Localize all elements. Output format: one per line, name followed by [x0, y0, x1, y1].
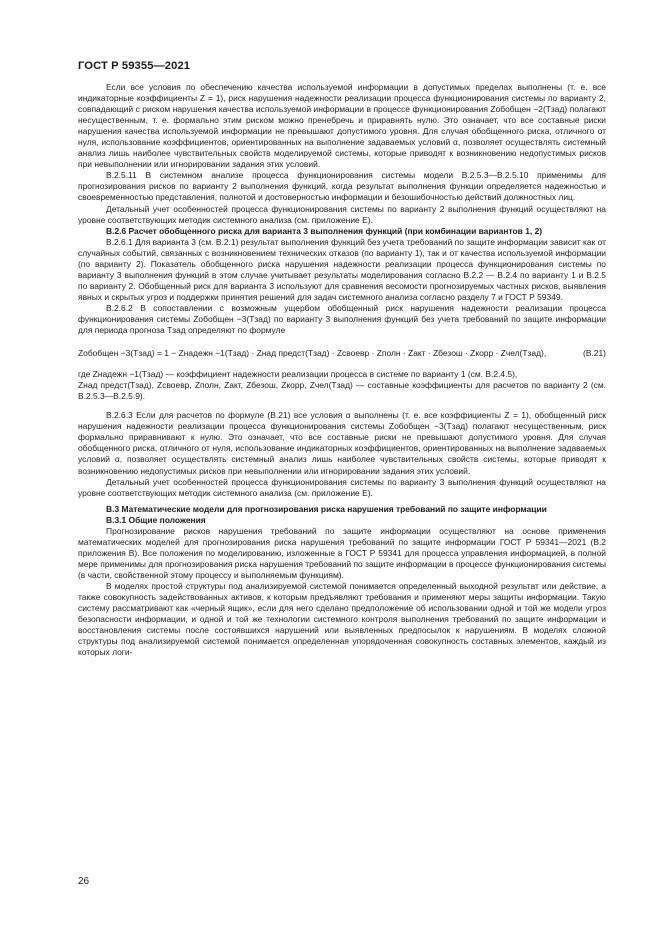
document-body — [78, 82, 606, 658]
paragraph-b263: В.2.6.3 Если для расчетов по формуле (В.21) все условия α выполнены (т. е. все коэффициенты Z = 1), обобщенный риск нарушения надежности реализации процесса функционирования системы Zобобщен −3(Tзад) полагают несущественным, риск формально приравнивают к нулю. Это означает, что все составные риски не превышают допустимого уровня. Для случая обобщенного риска, отличного от нуля, использование индикаторных коэффициентов, ориентированных на выполнение задаваемых условий α, позволяет осуществлять системный анализ лишь наиболее чувствительных свойств системы, которые приводят к возникновению недопустимых рисков при невыполнении или игнорировании задания этих условий. — [78, 410, 606, 476]
formula-number: (В.21) — [583, 348, 606, 359]
page-number: 26 — [78, 876, 90, 887]
paragraph-quality-conditions: Если все условия по обеспечению качества используемой информации в допустимых пределах выполнены (т. е. все индикаторные коэффициенты Z = 1), риск нарушения надежности реализации процесса функционирования системы по варианту 2, совпадающий с риском нарушения качества используемой информации в процессе функционирования Zобобщен −2(Tзад) полагают несущественным, т. е. формально этим риском можно пренебречь и приравнять нулю. Это означает, что все составные риски нарушения качества используемой информации не превышают допустимого уровня. Для случая обобщенного риска, отличного от нуля, использование коэффициентов, ориентированных на выполнение задаваемых условий α, позволяет осуществлять системный анализ лишь наиболее чувствительных свойств моделируемой системы, которые приводят к возникновению недопустимых рисков при невыполнении или игнорировании задания этих условий. — [78, 82, 606, 170]
section-heading-b3: В.3 Математические модели для прогнозирования риска нарушения требований по защите информации — [106, 503, 547, 514]
paragraph-simple-structure-models: В моделях простой структуры под анализируемой системой понимается определенный выходной результат или действие, а также совокупность задействованных активов, к которым предъявляют требования и применяют меры защиты информации. Такую систему рассматривают как «черный ящик», если для него сделано предположение об использовании одной и той же модели угроз безопасности информации, и одной и той же технологии системного контроля выполнения требований по защите информации и восстановления системы после состоявшихся нарушений или выявленных предпосылок к нарушениям. В моделях сложной структуры под анализируемой системой понимается определенная упорядоченная совокупность составных элементов, каждый из которых логи- — [78, 580, 606, 658]
formula-expression: Zобобщен −3(Tзад) = 1 − Zнадежн −1(Tзад) · Zнад предст(Tзад) · Zсвоевр · Zполн · Zакт · Zбезош · Zкорр · Zчел(Tзад), — [78, 348, 547, 359]
paragraph-variant3-details: Детальный учет особенностей процесса функционирования системы по варианту 3 выполнения функций осуществляют на уровне соответствующих методик системного анализа (см. приложение Е). — [78, 476, 606, 498]
section-heading-b26: В.2.6 Расчет обобщенного риска для варианта 3 выполнения функций (при комбинации вариантов 1, 2) — [106, 225, 543, 236]
paragraph-forecasting: Прогнозирование рисков нарушения требований по защите информации осуществляют на основе применения математических моделей для прогнозирования риска нарушения требований по защите информации ГОСТ Р 59341—2021 (В.2 приложения В). Все положения по моделированию, изложенные в ГОСТ Р 59341 для процесса управления информацией, в полной мере применимы для прогнозирования риска нарушения требований по защите информации в процессе функционирования системы (в части, свойственной этому процессу и выполняемым функциям). — [78, 525, 606, 580]
paragraph-b2511: В.2.5.11 В системном анализе процесса функционирования системы модели В.2.5.3—В.2.5.10 применимы для прогнозирования рисков по варианту 2 выполнения функций, когда результат выполнения функции определяется надежностью и своевременностью представления, полнотой и достоверностью информации и безошибочностью действий должностных лиц. — [78, 170, 606, 203]
paragraph-where-reliability: где Zнадежн −1(Tзад) — коэффициент надежности реализации процесса в системе по варианту 1 (см. В.2.4.5), — [78, 369, 518, 380]
paragraph-b262: В.2.6.2 В сопоставлении с возможным ущербом обобщенный риск нарушения надежности реализации процесса функционирования системы Zобобщен −3(Tзад) по варианту 3 выполнения функций без учета требований по защите информации для периода прогноза Tзад определяют по формуле — [78, 302, 606, 336]
document-header: ГОСТ Р 59355—2021 — [78, 60, 191, 72]
paragraph-variant2-details: Детальный учет особенностей процесса функционирования системы по варианту 2 выполнения функций осуществляют на уровне соответствующих методик системного анализа (см. приложение Е). — [78, 203, 606, 225]
paragraph-composite-coefficients: Zнад предст(Tзад), Zсвоевр, Zполн, Zакт, Zбезош, Zкорр, Zчел(Tзад) — составные коэффициенты для расчетов по варианту 2 (см. В.2.5.3—В.2.5.9). — [78, 380, 606, 402]
paragraph-b261: В.2.6.1 Для варианта 3 (см. В.2.1) результат выполнения функций без учета требований по защите информации зависит как от случайных событий, связанных с возникновением технических отказов (по варианту 1), так и от качества используемой информации (по варианту 2). Показатель обобщенного риска нарушения надежности реализации процесса функционирования системы по варианту 3 выполнения функций в этом случае учитывает результаты моделирования согласно В.2.2 — В.2.4 по варианту 1 и В.2.5 по варианту 2. Обобщенный риск для варианта 3 используют для сравнения весомости прогнозируемых частных рисков, выявления явных и скрытых угроз и поддержки принятия решений для задач системного анализа согласно разделу 7 и ГОСТ Р 59349. — [78, 236, 606, 302]
formula-b21 — [78, 348, 606, 359]
section-heading-b31: В.3.1 Общие положения — [106, 514, 206, 525]
